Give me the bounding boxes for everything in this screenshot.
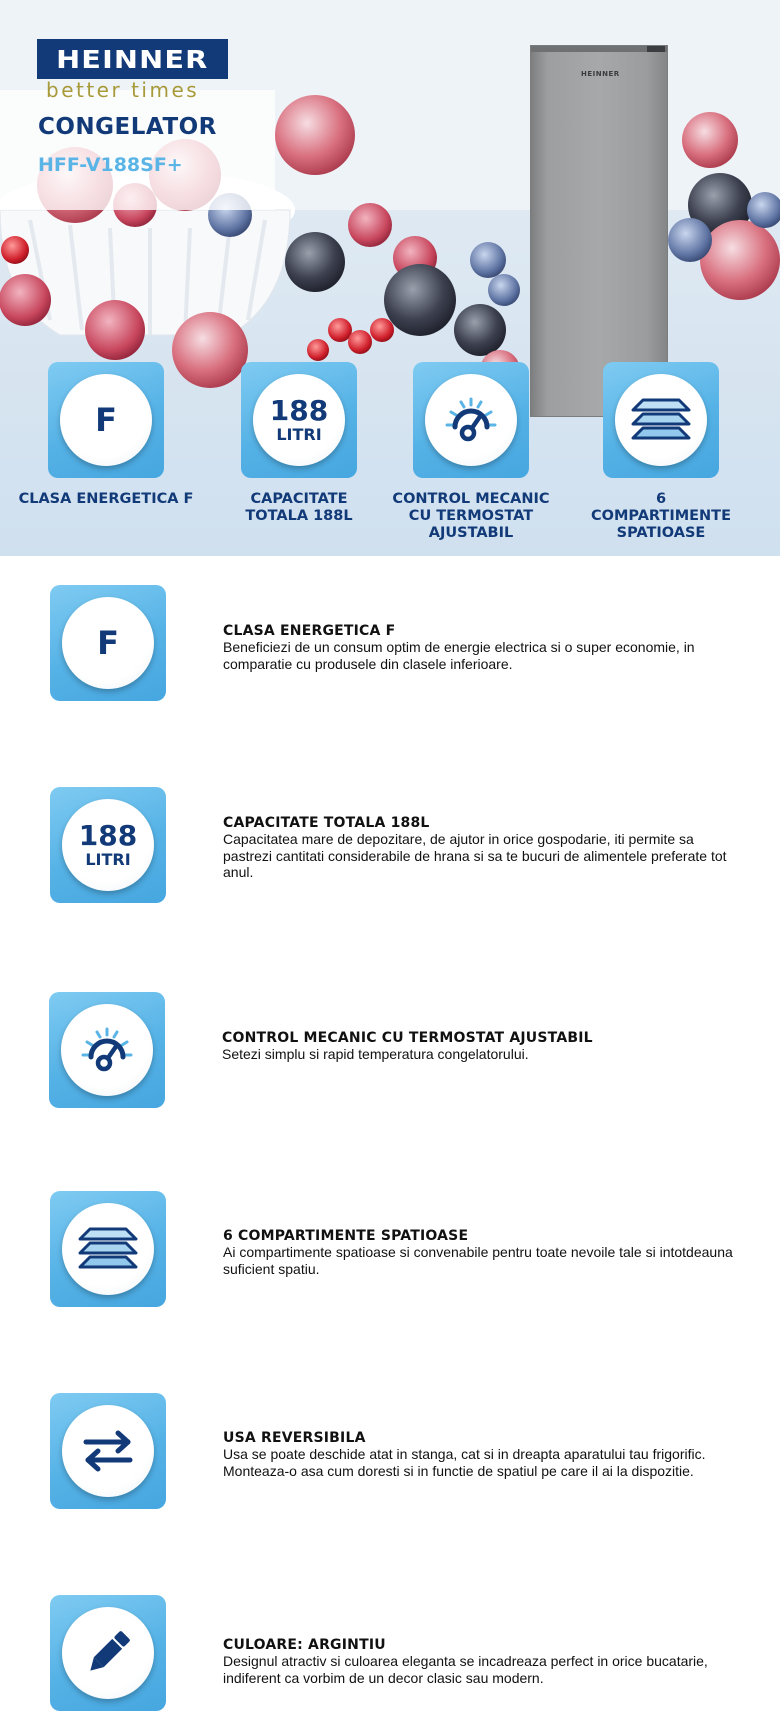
hero-banner (0, 0, 780, 556)
title-backdrop (0, 90, 275, 210)
detail-title: CLASA ENERGETICA F (223, 623, 396, 639)
detail-description: Beneficiezi de un consum optim de energie electrica si o super economie, in comparatie cu produsele din clasele inferioare. (223, 639, 695, 672)
detail-title: CONTROL MECANIC CU TERMOSTAT AJUSTABIL (222, 1030, 593, 1046)
thermostat-dial-icon (49, 992, 165, 1108)
shelves-icon (603, 362, 719, 478)
freezer-brand-label: HEINNER (581, 70, 620, 78)
hero-feature-caption: 6 COMPARTIMENTE SPATIOASE (591, 491, 731, 541)
detail-capacity (0, 787, 780, 907)
shelves-icon (50, 1191, 166, 1307)
detail-thermostat (0, 992, 780, 1112)
product-model: HFF-V188SF+ (38, 154, 183, 176)
hero-feature-shelves (571, 362, 751, 542)
energy-class-f-icon: F (50, 585, 166, 701)
detail-title: USA REVERSIBILA (223, 1430, 366, 1446)
pencil-icon (50, 1595, 166, 1711)
hero-feature-caption: CAPACITATE TOTALA 188L (245, 491, 353, 524)
detail-title: 6 COMPARTIMENTE SPATIOASE (223, 1228, 469, 1244)
capacity-188-icon: 188 LITRI (241, 362, 357, 478)
hero-feature-caption: CLASA ENERGETICA F (18, 491, 194, 507)
brand-tagline: better times (46, 78, 200, 102)
energy-class-f-icon: F (48, 362, 164, 478)
detail-description: Usa se poate deschide atat in stanga, cat si in dreapta aparatului tau frigorific. Monteaza-o asa cum doresti si in functie de spatiul pe care il ai la dispozitie. (223, 1446, 706, 1479)
product-type: CONGELATOR (38, 114, 217, 140)
detail-shelves (0, 1191, 780, 1311)
hero-feature-capacity (209, 362, 389, 525)
freezer-handle (647, 46, 665, 52)
detail-color (0, 1595, 780, 1715)
detail-reversible-door (0, 1393, 780, 1513)
brand-logo-text: HEINNER (56, 44, 209, 74)
detail-title: CULOARE: ARGINTIU (223, 1637, 386, 1653)
detail-description: Setezi simplu si rapid temperatura congelatorului. (222, 1046, 529, 1062)
detail-description: Designul atractiv si culoarea eleganta se incadreaza perfect in orice bucatarie, indiferent ca vorbim de un decor clasic sau modern. (223, 1653, 708, 1686)
brand-logo (37, 39, 228, 79)
reversible-door-arrows-icon (50, 1393, 166, 1509)
detail-energy-class (0, 585, 780, 705)
detail-description: Capacitatea mare de depozitare, de ajutor in orice gospodarie, iti permite sa pastrezi cantitati considerabile de hrana si sa te bucuri de alimentele preferate tot anul. (223, 831, 727, 880)
hero-feature-thermostat (381, 362, 561, 542)
thermostat-dial-icon (413, 362, 529, 478)
detail-title: CAPACITATE TOTALA 188L (223, 815, 430, 831)
hero-feature-energy (16, 362, 196, 508)
detail-description: Ai compartimente spatioase si convenabile pentru toate nevoile tale si intotdeauna suficient spatiu. (223, 1244, 733, 1277)
hero-feature-caption: CONTROL MECANIC CU TERMOSTAT AJUSTABIL (392, 491, 550, 541)
capacity-188-icon: 188 LITRI (50, 787, 166, 903)
